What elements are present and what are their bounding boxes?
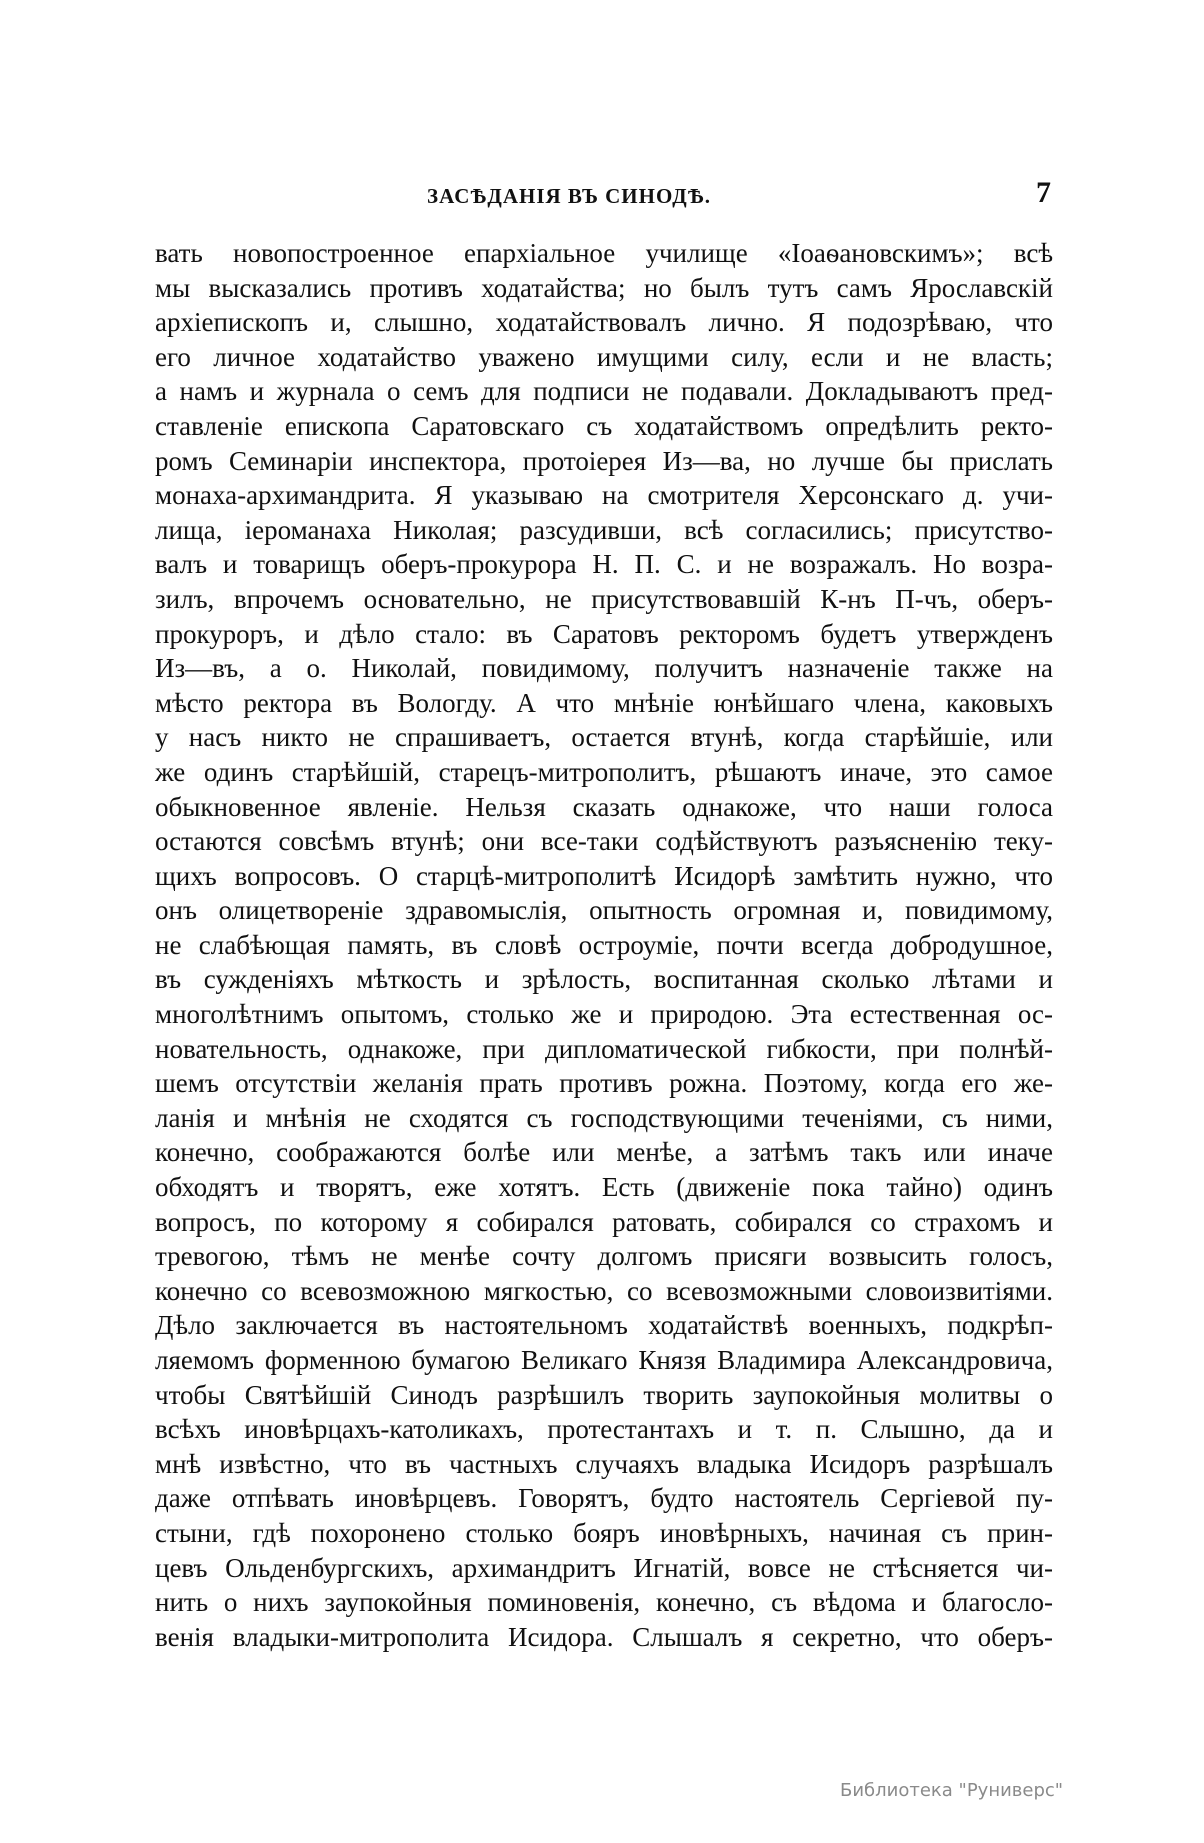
text-line: обходятъ и творятъ, еже хотятъ. Есть (движеніе пока тайно) одинъ — [155, 1172, 1053, 1203]
text-line: прокуроръ, и дѣло стало: въ Саратовъ ректоромъ будетъ утвержденъ — [155, 618, 1053, 649]
text-line: вать новопостроенное епархіальное училище «Іоаѳановскимъ»; всѣ — [155, 238, 1053, 268]
text-line: всѣхъ иновѣрцахъ-католикахъ, протестантахъ и т. п. Слышно, да и — [155, 1414, 1053, 1445]
text-line: нить о нихъ заупокойныя поминовенія, конечно, съ вѣдома и благосло- — [155, 1587, 1053, 1618]
text-line: зилъ, впрочемъ основательно, не присутствовавшій К-нъ П-чъ, оберъ- — [155, 583, 1053, 614]
text-line: тревогою, тѣмъ не менѣе сочту долгомъ присяги возвысить голосъ, — [155, 1241, 1053, 1272]
text-line: обыкновенное явленіе. Нельзя сказать однакоже, что наши голоса — [155, 791, 1053, 822]
page-number: 7 — [1036, 176, 1051, 209]
text-line: стыни, гдѣ похоронено столько бояръ иновѣрныхъ, начиная съ прин- — [155, 1517, 1053, 1548]
text-line: въ сужденіяхъ мѣткость и зрѣлость, воспитанная сколько лѣтами и — [155, 964, 1053, 995]
text-line: же одинъ старѣйшій, старецъ-митрополитъ, рѣшаютъ иначе, это самое — [155, 756, 1053, 787]
text-line: Дѣло заключается въ настоятельномъ ходатайствѣ военныхъ, подкрѣп- — [155, 1310, 1053, 1341]
text-line: цевъ Ольденбургскихъ, архимандритъ Игнатій, вовсе не стѣсняется чи- — [155, 1552, 1053, 1583]
text-line: даже отпѣвать иновѣрцевъ. Говорятъ, будто настоятель Сергіевой пу- — [155, 1483, 1053, 1514]
text-line: ляемомъ форменною бумагою Великаго Князя Владимира Александровича, — [155, 1345, 1053, 1375]
running-title: ЗАСѢДАНІЯ ВЪ СИНОДѢ. — [426, 184, 711, 208]
text-line: валъ и товарищъ оберъ-прокурора Н. П. С. и не возражалъ. Но возра- — [155, 549, 1053, 580]
library-watermark: Библиотека "Руниверс" — [840, 1780, 1064, 1801]
text-line: конечно, соображаются болѣе или менѣе, а затѣмъ такъ или иначе — [155, 1137, 1053, 1168]
text-line: а намъ и журнала о семъ для подписи не подавали. Докладываютъ пред- — [155, 376, 1053, 407]
text-line: онъ олицетвореніе здравомыслія, опытность огромная и, повидимому, — [155, 895, 1053, 926]
text-line: новательность, однакоже, при дипломатической гибкости, при полнѣй- — [155, 1033, 1053, 1064]
text-line: вопросъ, по которому я собирался ратовать, собирался со страхомъ и — [155, 1206, 1053, 1237]
text-line: чтобы Святѣйшій Синодъ разрѣшилъ творить заупокойныя молитвы о — [155, 1379, 1053, 1410]
text-line: ромъ Семинаріи инспектора, протоіерея Из—ва, но лучше бы прислать — [155, 445, 1053, 476]
text-line: шемъ отсутствіи желанія прать противъ рожна. Поэтому, когда его же- — [155, 1068, 1053, 1099]
text-line: мѣсто ректора въ Вологду. А что мнѣніе юнѣйшаго члена, каковыхъ — [155, 687, 1053, 718]
text-line: многолѣтнимъ опытомъ, столько же и природою. Эта естественная ос- — [155, 999, 1053, 1030]
text-line: его личное ходатайство уважено имущими силу, если и не власть; — [155, 341, 1053, 372]
body-text — [155, 236, 1053, 1654]
text-line: не слабѣющая память, въ словѣ остроуміе, почти всегда добродушное, — [155, 929, 1053, 960]
text-line: конечно со всевозможною мягкостью, со всевозможными словоизвитіями. — [155, 1275, 1053, 1306]
text-line: архіепископъ и, слышно, ходатайствовалъ лично. Я подозрѣваю, что — [155, 307, 1053, 338]
text-line: остаются совсѣмъ втунѣ; они все-таки содѣйствуютъ разъясненію теку- — [155, 826, 1053, 857]
text-line: мы высказались противъ ходатайства; но былъ тутъ самъ Ярославскій — [155, 272, 1053, 303]
text-line: у насъ никто не спрашиваетъ, остается втунѣ, когда старѣйшіе, или — [155, 722, 1053, 753]
text-line: лища, іероманаха Николая; разсудивши, всѣ согласились; присутство- — [155, 514, 1053, 545]
text-line: щихъ вопросовъ. О старцѣ-митрополитѣ Исидорѣ замѣтить нужно, что — [155, 860, 1053, 891]
text-line: ставленіе епископа Саратовскаго съ ходатайствомъ опредѣлить ректо- — [155, 410, 1053, 441]
text-line: Из—въ, а о. Николай, повидимому, получитъ назначеніе также на — [155, 653, 1053, 684]
text-line: ланія и мнѣнія не сходятся съ господствующими теченіями, съ ними, — [155, 1102, 1053, 1133]
text-line: мнѣ извѣстно, что въ частныхъ случаяхъ владыка Исидоръ разрѣшалъ — [155, 1448, 1053, 1479]
text-line: венія владыки-митрополита Исидора. Слышалъ я секретно, что оберъ- — [155, 1621, 1053, 1652]
text-line: монаха-архимандрита. Я указываю на смотрителя Херсонскаго д. учи- — [155, 480, 1053, 511]
